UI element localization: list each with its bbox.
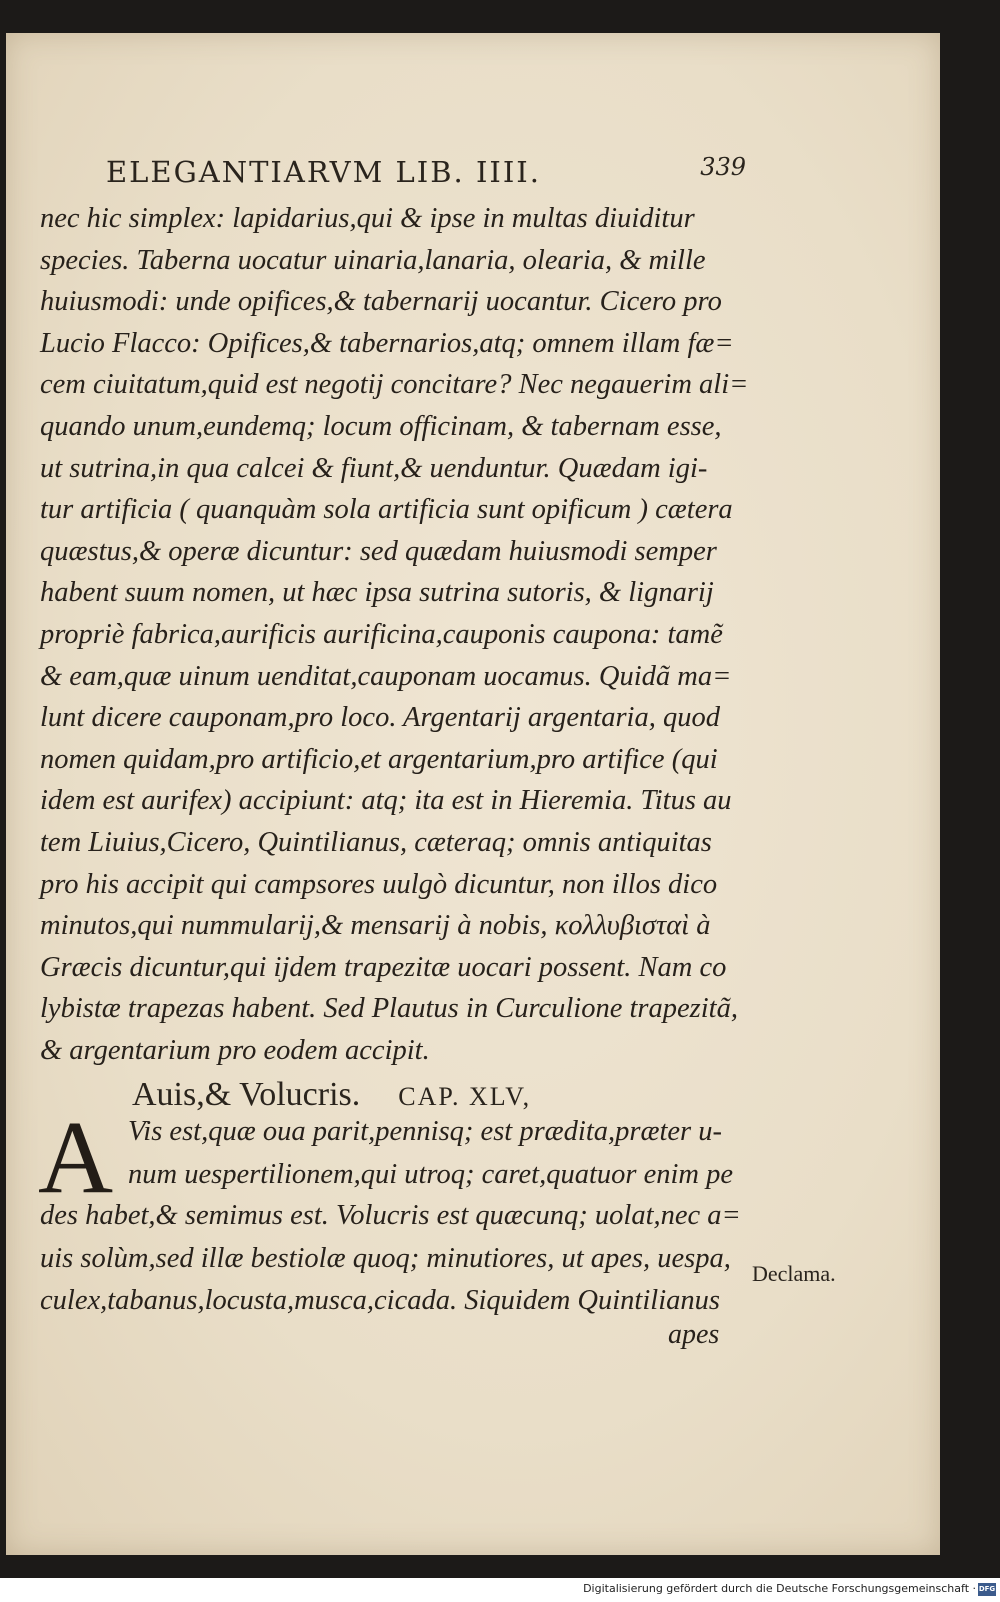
text-line: des habet,& semimus est. Volucris est quæcunq; uolat,nec a= xyxy=(40,1200,741,1231)
text-line: minutos,qui nummularij,& mensarij à nobis, κολλυβισταὶ à xyxy=(40,910,711,942)
text-line: Lucio Flacco: Opifices,& tabernarios,atq; omnem illam fæ= xyxy=(40,327,734,359)
text-line: pro his accipit qui campsores uulgò dicuntur, non illos dico xyxy=(40,868,718,900)
text-line: & argentarium pro eodem accipit. xyxy=(40,1034,430,1066)
text-line: propriè fabrica,aurificis aurificina,cauponis caupona: tamẽ xyxy=(40,618,723,650)
chapter-title: Auis,& Volucris. xyxy=(132,1076,361,1113)
page-header xyxy=(106,151,746,191)
text-line: cem ciuitatum,quid est negotij concitare? Nec negauerim ali= xyxy=(40,369,749,401)
text-line: nec hic simplex: lapidarius,qui & ipse in multas diuiditur xyxy=(40,203,695,234)
book-page xyxy=(6,33,940,1555)
chapter-number: CAP. XLV, xyxy=(398,1082,532,1111)
margin-note: Declama. xyxy=(752,1261,836,1286)
page-number: 339 xyxy=(700,153,746,181)
text-line: ut sutrina,in qua calcei & fiunt,& uenduntur. Quædam igi- xyxy=(40,452,708,484)
digitization-footer xyxy=(0,1578,1000,1602)
text-line: lybistæ trapezas habent. Sed Plautus in Curculione trapezitã, xyxy=(40,993,738,1025)
text-line: idem est aurifex) accipiunt: atq; ita est in Hieremia. Titus au xyxy=(40,785,732,817)
running-title: ELEGANTIARVM LIB. IIII. xyxy=(106,155,541,189)
text-line: Græcis dicuntur,qui ijdem trapezitæ uocari possent. Nam co xyxy=(40,951,727,983)
text-line: Vis est,quæ oua parit,pennisq; est prædita,præter u- xyxy=(128,1116,723,1147)
drop-cap-initial: A xyxy=(38,1100,114,1215)
body-text xyxy=(40,198,760,1071)
footer-credit: Digitalisierung gefördert durch die Deutsche Forschungsgemeinschaft · xyxy=(583,1582,976,1595)
text-line: habent suum nomen, ut hæc ipsa sutrina sutoris, & lignarij xyxy=(40,577,714,609)
text-line: lunt dicere cauponam,pro loco. Argentarij argentaria, quod xyxy=(40,702,720,734)
chapter-body-text xyxy=(40,1195,740,1323)
initial-lines xyxy=(128,1111,734,1196)
text-line: uis solùm,sed illæ bestiolæ quoq; minutiores, ut apes, uespa, xyxy=(40,1242,731,1274)
text-line: tem Liuius,Cicero, Quintilianus, cæteraq; omnis antiquitas xyxy=(40,826,712,858)
text-line: num uespertilionem,qui utroq; caret,quatuor enim pe xyxy=(128,1158,734,1190)
text-line: & eam,quæ uinum uenditat,cauponam uocamus. Quidã ma= xyxy=(40,660,732,692)
text-line: culex,tabanus,locusta,musca,cicada. Siquidem Quintilianus xyxy=(40,1285,720,1316)
dfg-logo: DFG xyxy=(978,1583,996,1596)
text-line: species. Taberna uocatur uinaria,lanaria, olearia, & mille xyxy=(40,244,706,276)
text-line: nomen quidam,pro artificio,et argentarium,pro artifice (qui xyxy=(40,743,718,775)
text-line: quando unum,eundemq; locum officinam, & tabernam esse, xyxy=(40,410,722,442)
text-line: quæstus,& operæ dicuntur: sed quædam huiusmodi semper xyxy=(40,535,717,567)
text-line: tur artificia ( quanquàm sola artificia sunt opificum ) cætera xyxy=(40,494,733,526)
catchword: apes xyxy=(668,1319,720,1350)
text-line: huiusmodi: unde opifices,& tabernarij uocantur. Cicero pro xyxy=(40,286,722,318)
